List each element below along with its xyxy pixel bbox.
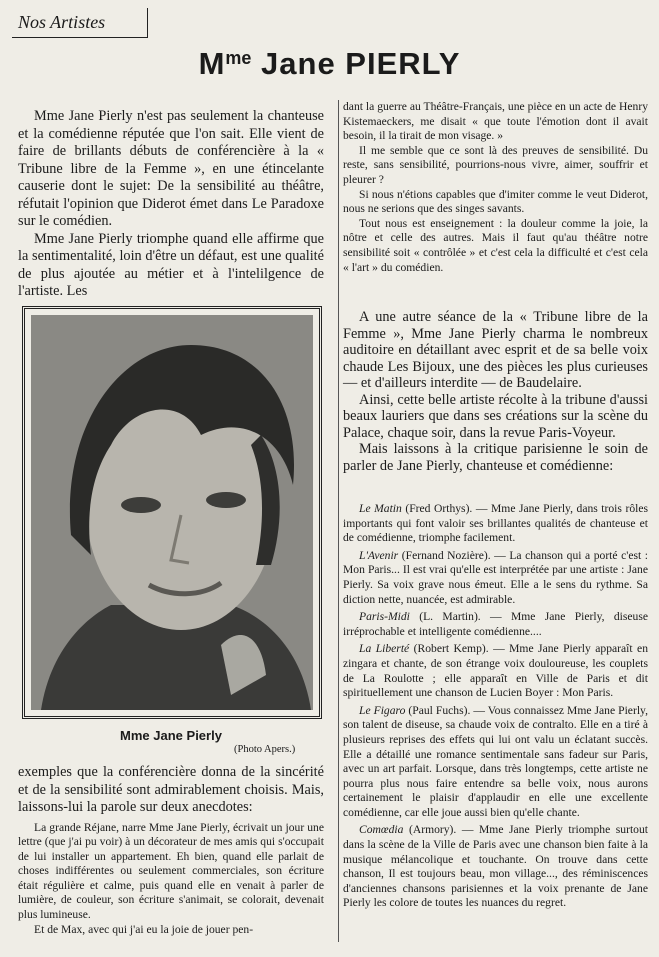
review-source: Le Figaro <box>359 703 406 717</box>
paragraph: Il me semble que ce sont là des preuves de sensibilité. Du reste, sans sensibilité, pourrions-nous vivre, aimer, souffrir et pleurer ? <box>343 143 648 186</box>
paragraph: Mais laissons à la critique parisienne le soin de parler de Jane Pierly, chanteuse et comédienne: <box>343 441 648 474</box>
quote-continuation <box>343 100 648 275</box>
paragraph: Et de Max, avec qui j'ai eu la joie de jouer pen- <box>34 922 254 936</box>
press-review: Le Figaro (Paul Fuchs). — Vous connaissez Mme Jane Pierly, son talent de diseuse, sa chaude voix de contralto. Elle en a tiré à plusieurs reprises des effets qui lui ont valu un éclatant succès. Elle a détaillé une romance sentimentale sans fadeur sur Paris, avec un art parfait. Lorsque, dans très longtemps, cette artiste ne pourra plus nous faire entendre sa belle voix, nous aurons certainement le plaisir d'applaudir en elle une excellente comédienne, car elle joue aussi bien qu'elle chante. <box>343 703 648 819</box>
section-rubric: Nos Artistes <box>12 8 148 38</box>
anecdotes-text <box>18 764 324 937</box>
review-source: L'Avenir <box>359 548 399 562</box>
paragraph: A une autre séance de la « Tribune libre de la Femme », Mme Jane Pierly charma le nombreux auditoire en détaillant avec esprit et de sa belle voix chaude Les Bijoux, une des pièces les plus curieuses — et d'ailleurs interdite — de Baudelaire. <box>343 309 648 391</box>
press-review: L'Avenir (Fernand Nozière). — La chanson qui a porté c'est : Mon Paris... Il est vrai qu'elle est interprétée par une artiste : Jane Pierly. Sa voix grave nous émeut. Elle a le sens du rythme. Sa diction nette, nuancée, est admirable. <box>343 548 648 606</box>
review-source: Comœdia <box>359 823 404 837</box>
paragraph: Mme Jane Pierly triomphe quand elle affirme que la sentimentalité, loin d'être un défaut, est une qualité de plus ajoutée au métier et à l'intelilgence de l'artiste. Les <box>18 230 324 299</box>
review-source: Paris-Midi <box>359 610 410 624</box>
paragraph: Tout nous est enseignement : la douleur comme la joie, la nôtre et celle des autres. Mais il faut qu'au théâtre notre sensibilité soit « contrôlée » et c'est cela la difficulté et c'est cela « l'art » du comédien. <box>343 216 648 274</box>
article-title: $M^{me}$ Jane PIERLY <box>198 46 461 81</box>
paragraph: Mme Jane Pierly n'est pas seulement la chanteuse et la comédienne réputée que l'on sait. Elle vient de faire de brillants débuts de conférencière à la « Tribune libre de la Femme », en une étincelante causerie dont le sujet: De la sensibilité au théâtre, réfutait l'opinion que Diderot émet dans Le Paradoxe sur le comédien. <box>18 108 324 229</box>
press-review: La Liberté (Robert Kemp). — Mme Jane Pierly apparaît en zingara et chante, de son étrange voix douloureuse, les couplets de La Roulotte ; elle apparaît en Ville de Paris et dit spirituellement une chanson de Lucien Boyer : Mon Paris. <box>343 642 648 700</box>
paragraph: Ainsi, cette belle artiste récolte à la tribune d'aussi beaux lauriers que dans ses créations sur la scène du Palace, chaque soir, dans la revue Paris-Voyeur. <box>343 391 648 441</box>
paragraph: exemples que la conférencière donna de la sincérité et de la sensibilité sont admirablement choisis. Mais, laissons-lui la parole sur deux anecdotes: <box>18 764 324 815</box>
press-reviews <box>343 502 648 914</box>
press-review: Comœdia (Armory). — Mme Jane Pierly triomphe surtout dans la scène de la Ville de Paris avec une chanson bien faite à la musique mélancolique et touchante. On trouve dans cette chanson, Il est toujours beau, mon village..., des réminiscences d'anciennes chansons parisiennes et la voix prenante de Jane Pierly les colore de toutes les nuances du regret. <box>343 823 648 910</box>
paragraph: Si nous n'étions capables que d'imiter comme le veut Diderot, nous ne serions que des singes savants. <box>343 187 648 216</box>
intro-text <box>18 108 324 301</box>
review-source: La Liberté <box>359 642 410 656</box>
review-source: Le Matin <box>359 502 402 515</box>
column-divider <box>338 100 339 942</box>
tribune-text <box>343 309 648 474</box>
press-review: Le Matin (Fred Orthys). — Mme Jane Pierly, dans trois rôles importants qui font valoir ses brillantes qualités de chanteuse et de comédienne, triomphe facilement. <box>343 502 648 545</box>
paragraph: dant la guerre au Théâtre-Français, une pièce en un acte de Henry Kistemaeckers, me disait « que toute l'émotion dont il avait besoin, il la tirait de mon visage. » <box>343 100 648 143</box>
portrait-photo <box>22 306 322 719</box>
photo-credit: (Photo Apers.) <box>234 744 296 755</box>
photo-caption: Mme Jane Pierly <box>120 728 222 743</box>
press-review: Paris-Midi (L. Martin). — Mme Jane Pierly, diseuse irréprochable et intelligente comédienne.... <box>343 610 648 638</box>
paragraph: La grande Réjane, narre Mme Jane Pierly, écrivait un jour une lettre (que j'ai pu voir) à un décorateur de mes amis qui s'occupait de lui installer un appartement. Eh bien, quand elle parlait de choses indifférentes ou seulement commerciales, son écriture était régulière et calme, puis quand elle en venait à parler de lumière, de couleur, son écriture s'animait, se colorait, devenait plus lumineuse. <box>18 820 324 922</box>
